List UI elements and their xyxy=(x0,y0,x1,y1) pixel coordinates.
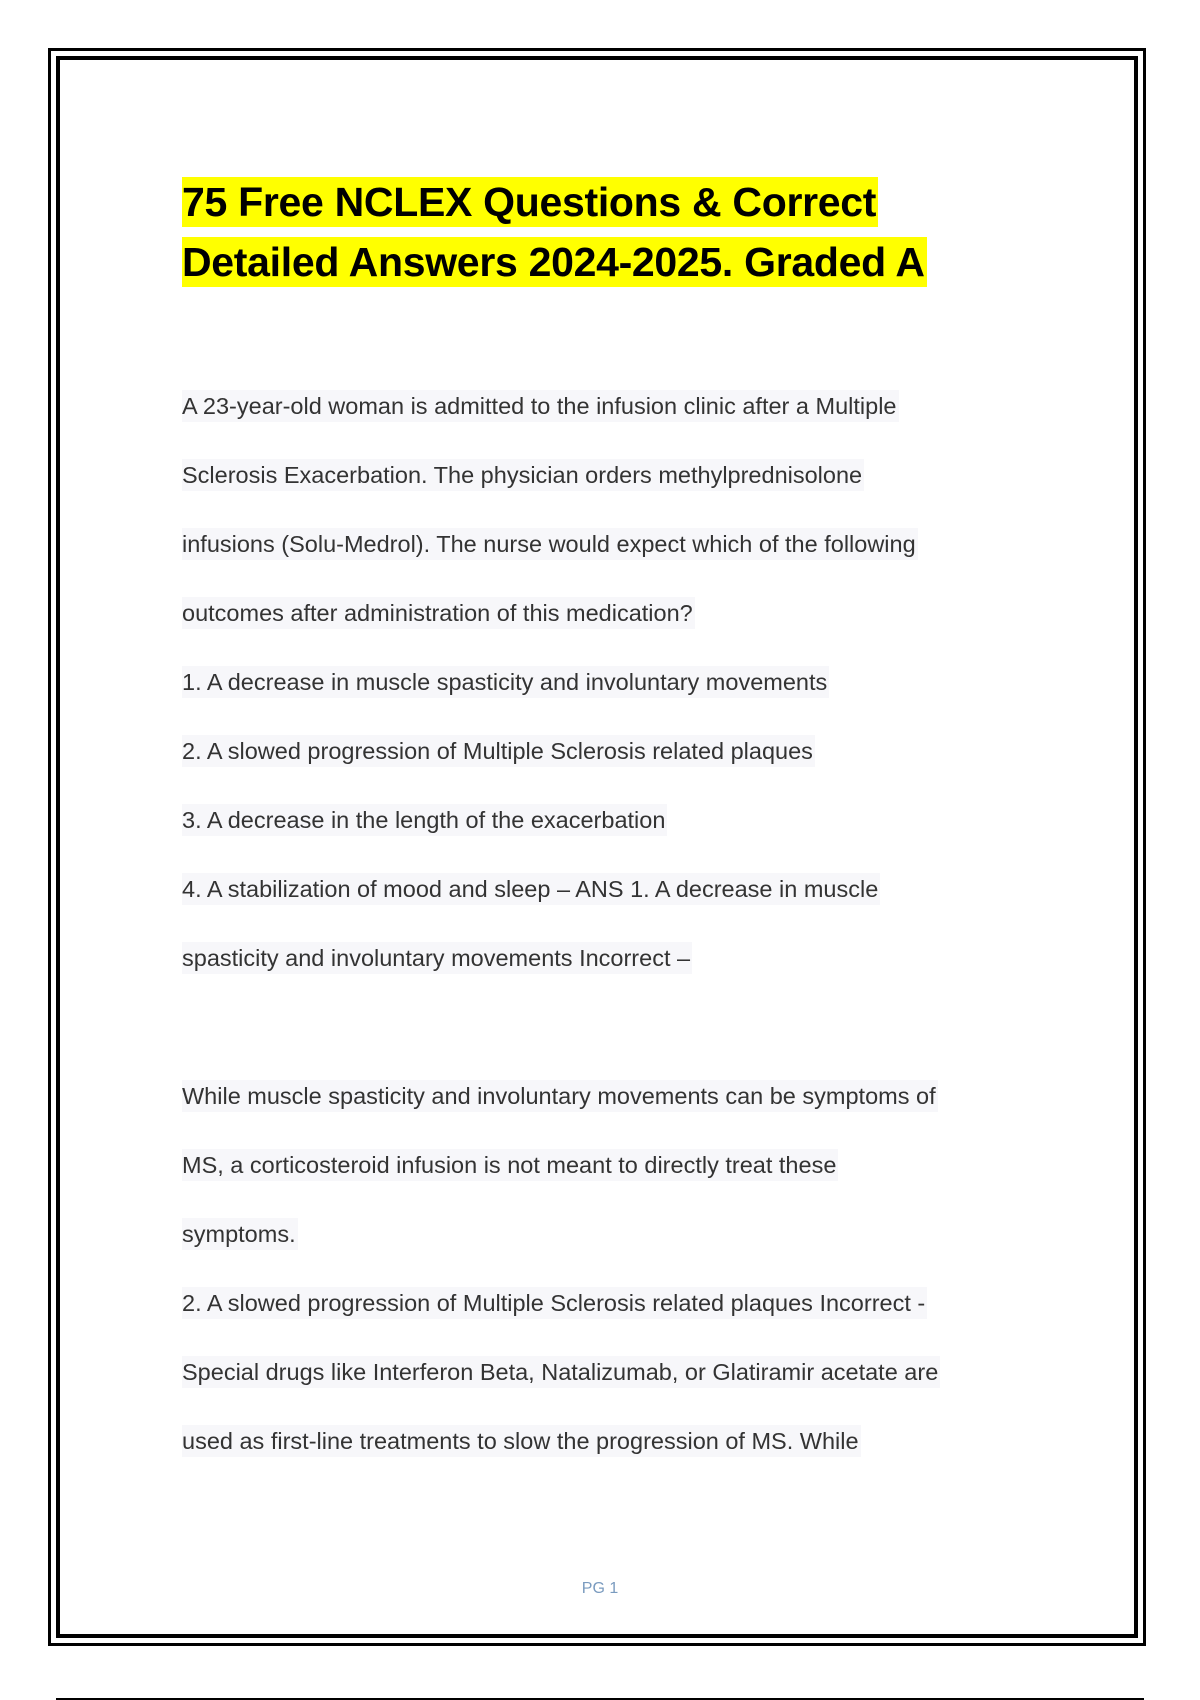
text-line: 2. A slowed progression of Multiple Sclerosis related plaques xyxy=(182,735,815,767)
option-line xyxy=(182,855,1042,924)
text-line: 3. A decrease in the length of the exacerbation xyxy=(182,804,667,836)
option-line xyxy=(182,717,1042,786)
text-line: outcomes after administration of this medication? xyxy=(182,597,695,629)
question-block xyxy=(182,372,1042,1476)
explanation-line xyxy=(182,1407,1042,1476)
text-line: Special drugs like Interferon Beta, Natalizumab, or Glatiramir acetate are xyxy=(182,1356,940,1388)
text-line: Sclerosis Exacerbation. The physician orders methylprednisolone xyxy=(182,459,864,491)
title-line-2: Detailed Answers 2024-2025. Graded A xyxy=(182,239,925,285)
document-title xyxy=(182,172,1042,292)
question-line xyxy=(182,579,1042,648)
text-line: used as first-line treatments to slow the progression of MS. While xyxy=(182,1425,861,1457)
page-number: PG 1 xyxy=(581,1580,619,1597)
text-line: 4. A stabilization of mood and sleep – ANS 1. A decrease in muscle xyxy=(182,873,880,905)
text-line: While muscle spasticity and involuntary movements can be symptoms of xyxy=(182,1080,938,1112)
text-line: spasticity and involuntary movements Incorrect – xyxy=(182,942,692,974)
question-line xyxy=(182,441,1042,510)
answer-line xyxy=(182,924,1042,993)
title-line-1: 75 Free NCLEX Questions & Correct xyxy=(182,179,877,225)
paragraph-gap xyxy=(182,993,1042,1062)
document-content xyxy=(182,172,1042,1476)
question-line xyxy=(182,510,1042,579)
text-line: infusions (Solu-Medrol). The nurse would expect which of the following xyxy=(182,528,918,560)
explanation-line xyxy=(182,1269,1042,1338)
text-line: 1. A decrease in muscle spasticity and involuntary movements xyxy=(182,666,829,698)
text-line: MS, a corticosteroid infusion is not meant to directly treat these xyxy=(182,1149,838,1181)
option-line xyxy=(182,648,1042,717)
explanation-line xyxy=(182,1062,1042,1131)
explanation-line xyxy=(182,1131,1042,1200)
text-line: symptoms. xyxy=(182,1218,298,1250)
title-heading xyxy=(182,172,1042,292)
explanation-line xyxy=(182,1200,1042,1269)
text-line: A 23-year-old woman is admitted to the infusion clinic after a Multiple xyxy=(182,390,899,422)
explanation-line xyxy=(182,1338,1042,1407)
option-line xyxy=(182,786,1042,855)
text-line: 2. A slowed progression of Multiple Sclerosis related plaques Incorrect - xyxy=(182,1287,927,1319)
question-line xyxy=(182,372,1042,441)
